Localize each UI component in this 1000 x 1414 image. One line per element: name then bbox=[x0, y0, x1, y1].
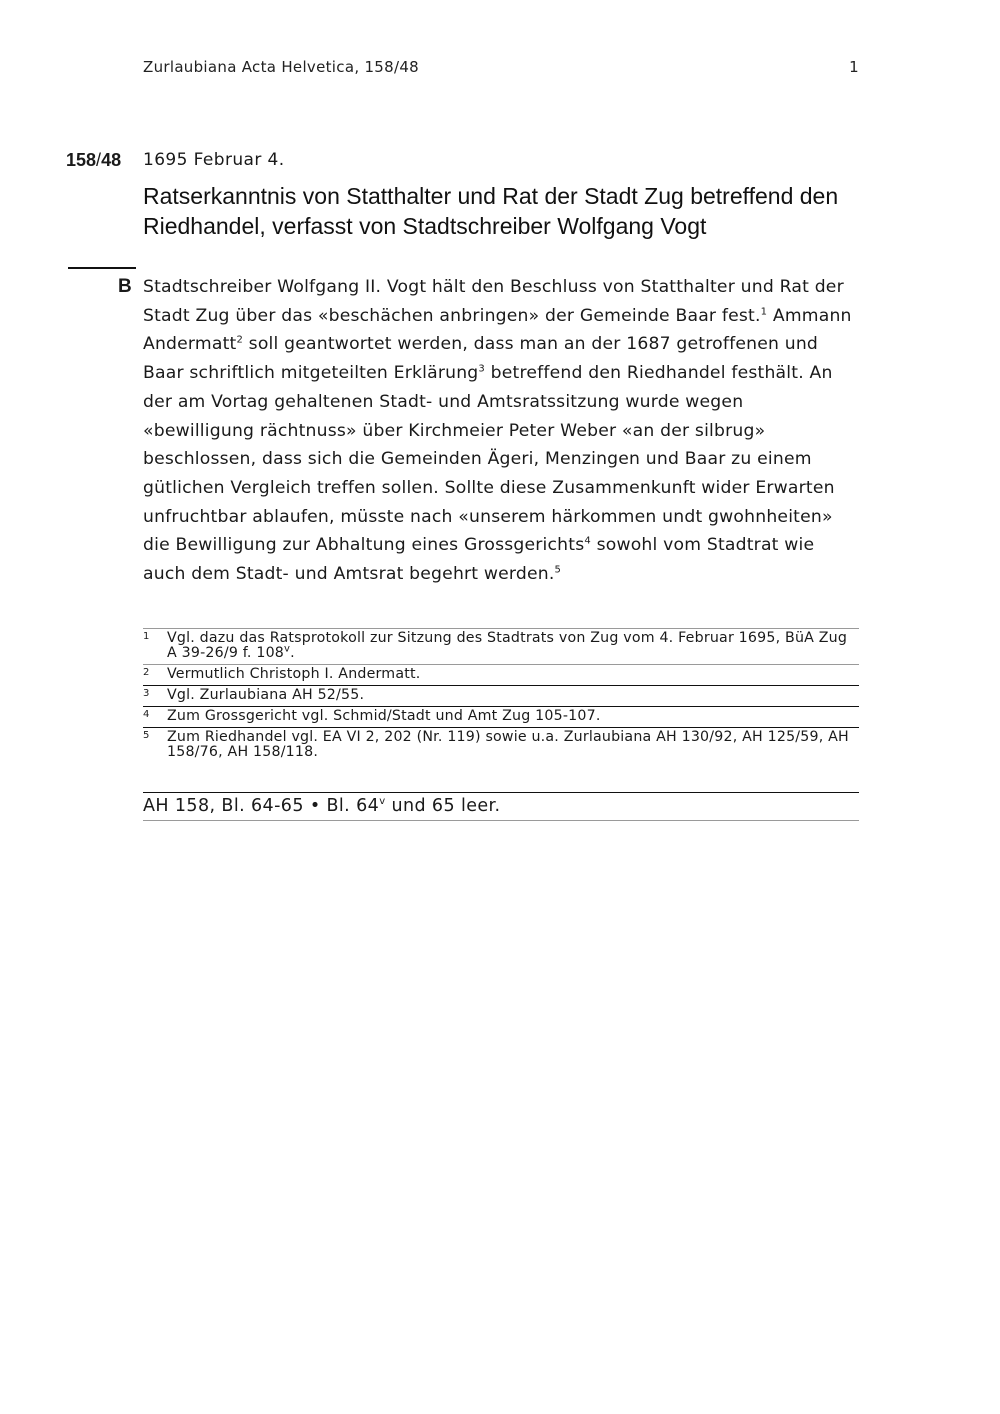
footnote bbox=[143, 727, 859, 763]
page-number: 1 bbox=[849, 58, 859, 76]
regest-sentence: Stadtschreiber Wolfgang II. Vogt hält den Beschluss von Statthalter und Rat der Stadt Zug über das «beschächen anbringen» der Gemeinde Baar fest. bbox=[143, 277, 844, 326]
footnote-ref-2[interactable]: 2 bbox=[236, 334, 244, 346]
source-superscript: v bbox=[379, 796, 386, 808]
footnotes bbox=[143, 628, 859, 763]
footnote-number: 3 bbox=[143, 688, 150, 699]
footnote-number: 5 bbox=[143, 730, 150, 741]
margin-rule bbox=[68, 267, 136, 269]
footnote-text: Zum Riedhandel vgl. EA VI 2, 202 (Nr. 119) sowie u.a. Zurlaubiana AH 130/92, AH 125/59, AH 158/76, AH 158/118. bbox=[167, 729, 849, 760]
regest-text bbox=[143, 273, 859, 589]
footnote-text: Vgl. Zurlaubiana AH 52/55. bbox=[167, 687, 365, 703]
footnote-text bbox=[167, 630, 847, 661]
footnote-superscript: v bbox=[284, 643, 291, 655]
regest-sentence: betreffend den Riedhandel festhält. An der am Vortag gehaltenen Stadt- und Amtsratssitzung wurde wegen «bewilligung rächtnuss» über Kirchmeier Peter Weber «an der silbrug» beschlossen, dass sich die Gemeinden Ägeri, Menzingen und Baar zu einem gütlichen Vergleich treffen sollen. Sollte diese Zusammenkunft wider Erwarten unfruchtbar ablaufen, müsste nach «unserem härkommen undt gwohnheiten» die Bewilligung zur Abhaltung eines Grossgerichts bbox=[143, 363, 835, 556]
document-number-separator: / bbox=[96, 150, 102, 170]
regest-sentence: soll geantwortet werden, dass man an der 1687 getroffenen und Baar schriftlich mitgeteilten Erklärung bbox=[143, 334, 819, 384]
running-head-title: Zurlaubiana Acta Helvetica, 158/48 bbox=[143, 58, 420, 76]
document-type-marker: B bbox=[118, 276, 132, 297]
footnote bbox=[143, 706, 859, 727]
document-date: 1695 Februar 4. bbox=[143, 150, 285, 170]
footnote-text: Zum Grossgericht vgl. Schmid/Stadt und Amt Zug 105-107. bbox=[167, 708, 601, 724]
source-reference bbox=[143, 792, 859, 821]
footnote-number: 4 bbox=[143, 709, 150, 720]
document-title: Ratserkanntnis von Statthalter und Rat der Stadt Zug betreffend den Riedhandel, verfasst von Stadtschreiber Wolfgang Vogt bbox=[143, 183, 839, 239]
footnote-number: 1 bbox=[143, 631, 150, 642]
source-text: AH 158, Bl. 64-65 • Bl. 64 bbox=[143, 796, 380, 816]
footnote bbox=[143, 664, 859, 685]
regest-sentence: sowohl vom Stadtrat wie auch dem Stadt- und Amtsrat begehrt werden. bbox=[143, 535, 815, 585]
source-tail: und 65 leer. bbox=[385, 796, 501, 816]
footnote-ref-1[interactable]: 1 bbox=[760, 305, 768, 317]
footnote-ref-3[interactable]: 3 bbox=[478, 363, 485, 375]
footnote bbox=[143, 685, 859, 706]
footnote-tail: . bbox=[290, 645, 295, 661]
footnote-ref-4[interactable]: 4 bbox=[584, 535, 591, 547]
footnote-ref-5[interactable]: 5 bbox=[554, 564, 562, 576]
footnote-number: 2 bbox=[143, 667, 150, 678]
document-number bbox=[66, 150, 121, 171]
running-head bbox=[143, 58, 859, 76]
footnote bbox=[143, 628, 859, 664]
regest-sentence: Ammann Andermatt bbox=[143, 305, 852, 355]
footnote-text: Vermutlich Christoph I. Andermatt. bbox=[167, 666, 421, 682]
footnote-body: Vgl. dazu das Ratsprotokoll zur Sitzung des Stadtrats von Zug vom 4. Februar 1695, BüA Zug A 39-26/9 f. 108 bbox=[167, 630, 848, 661]
document-number-item: 48 bbox=[101, 150, 122, 170]
document-number-volume: 158 bbox=[66, 150, 97, 170]
